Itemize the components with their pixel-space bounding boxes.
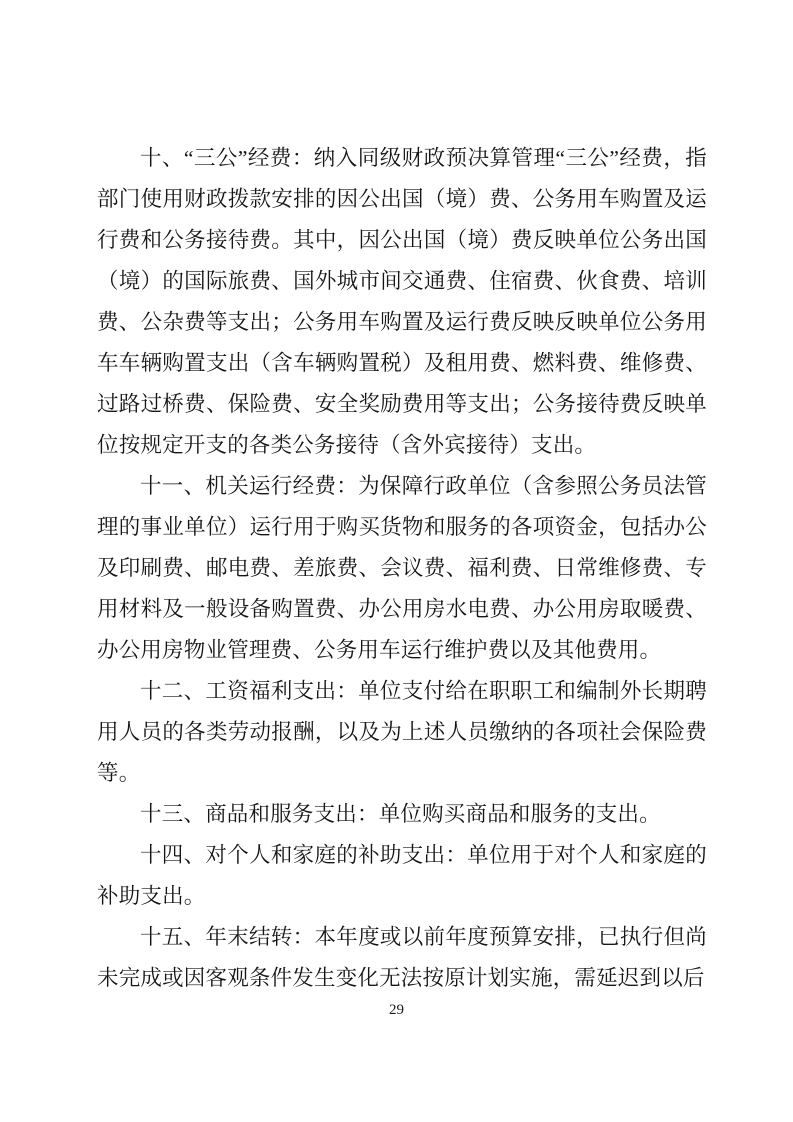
paragraph-item-14-individual-family-subsidy: 十四、对个人和家庭的补助支出：单位用于对个人和家庭的补助支出。 xyxy=(97,843,707,908)
paragraph-item-15-year-end-carryover: 十五、年末结转：本年度或以前年度预算安排，已执行但尚未完成或因客观条件发生变化无法按原计划实施，需延迟到以后 xyxy=(97,925,707,990)
document-body xyxy=(97,138,707,999)
paragraph-item-12-wage-welfare-expenditure: 十二、工资福利支出：单位支付给在职职工和编制外长期聘用人员的各类劳动报酬，以及为上述人员缴纳的各项社会保险费等。 xyxy=(97,679,707,785)
page-number: 29 xyxy=(389,1002,404,1018)
paragraph-item-11-agency-operating-funds: 十一、机关运行经费：为保障行政单位（含参照公务员法管理的事业单位）运行用于购买货物和服务的各项资金，包括办公及印刷费、邮电费、差旅费、会议费、福利费、日常维修费、专用材料及一般设备购置费、办公用房水电费、办公用房取暖费、办公用房物业管理费、公务用车运行维护费以及其他费用。 xyxy=(97,474,707,662)
paragraph-item-10-sangong-expenses: 十、“三公”经费：纳入同级财政预决算管理“三公”经费，指部门使用财政拨款安排的因公出国（境）费、公务用车购置及运行费和公务接待费。其中，因公出国（境）费反映单位公务出国（境）的国际旅费、国外城市间交通费、住宿费、伙食费、培训费、公杂费等支出；公务用车购置及运行费反映反映单位公务用车车辆购置支出（含车辆购置税）及租用费、燃料费、维修费、过路过桥费、保险费、安全奖励费用等支出；公务接待费反映单位按规定开支的各类公务接待（含外宾接待）支出。 xyxy=(97,146,707,457)
paragraph-item-13-goods-services-expenditure: 十三、商品和服务支出：单位购买商品和服务的支出。 xyxy=(140,802,661,826)
page-footer xyxy=(0,1001,793,1019)
